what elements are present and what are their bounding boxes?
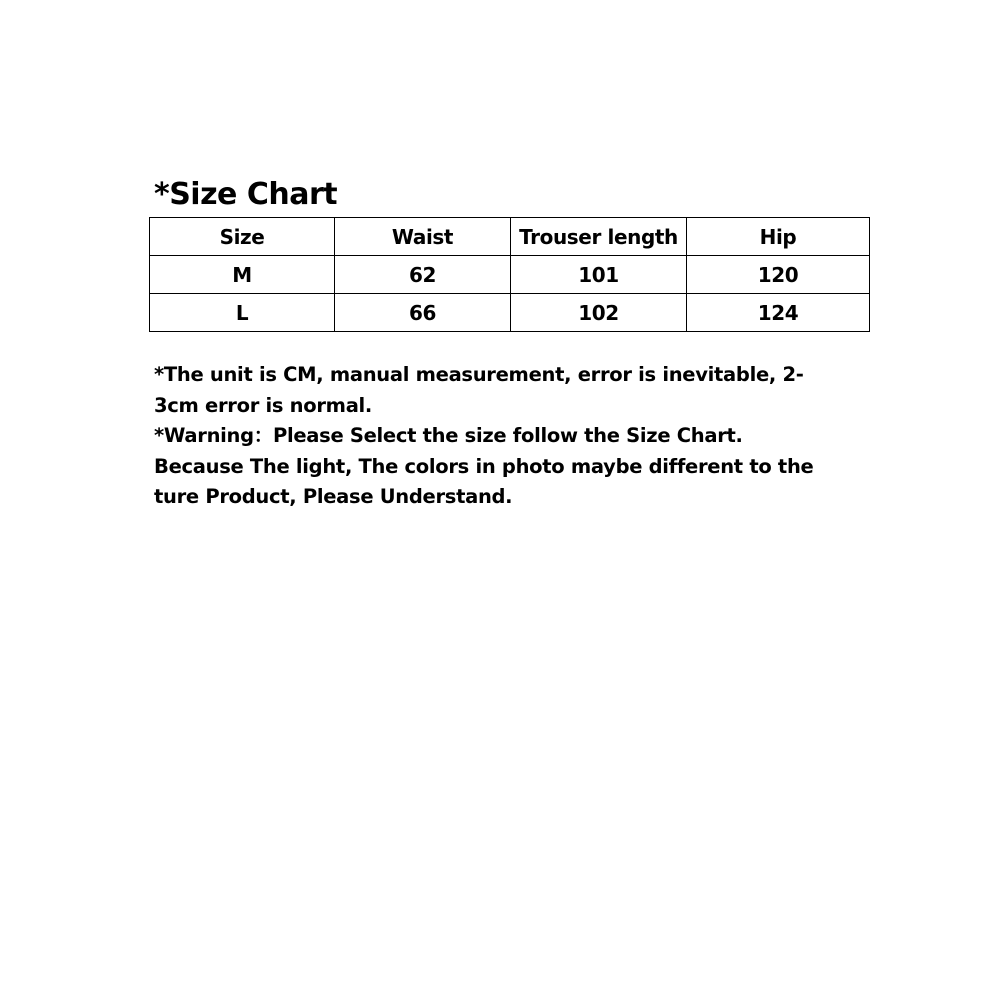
header-trouser-length: Trouser length: [511, 218, 687, 256]
table-row: [150, 256, 870, 294]
warning-note-line-2: Because The light, The colors in photo maybe different to the: [154, 454, 814, 478]
cell-size: M: [150, 256, 335, 294]
cell-trouser-length: 101: [511, 256, 687, 294]
cell-size: L: [150, 294, 335, 332]
cell-trouser-length: 102: [511, 294, 687, 332]
notes-block: [154, 360, 874, 513]
size-chart-table: [149, 217, 870, 332]
warning-note-line-1: *Warning：Please Select the size follow the Size Chart.: [154, 424, 743, 447]
warning-note-line-3: ture Product, Please Understand.: [154, 485, 513, 508]
header-hip: Hip: [687, 218, 870, 256]
header-waist: Waist: [335, 218, 511, 256]
size-chart-title: *Size Chart: [154, 177, 338, 212]
table-row: [150, 294, 870, 332]
table-header-row: [150, 218, 870, 256]
cell-waist: 66: [335, 294, 511, 332]
cell-hip: 124: [687, 294, 870, 332]
header-size: Size: [150, 218, 335, 256]
unit-note-line-1: *The unit is CM, manual measurement, error is inevitable, 2-: [154, 363, 804, 386]
cell-waist: 62: [335, 256, 511, 294]
cell-hip: 120: [687, 256, 870, 294]
unit-note-line-2: 3cm error is normal.: [154, 393, 373, 417]
